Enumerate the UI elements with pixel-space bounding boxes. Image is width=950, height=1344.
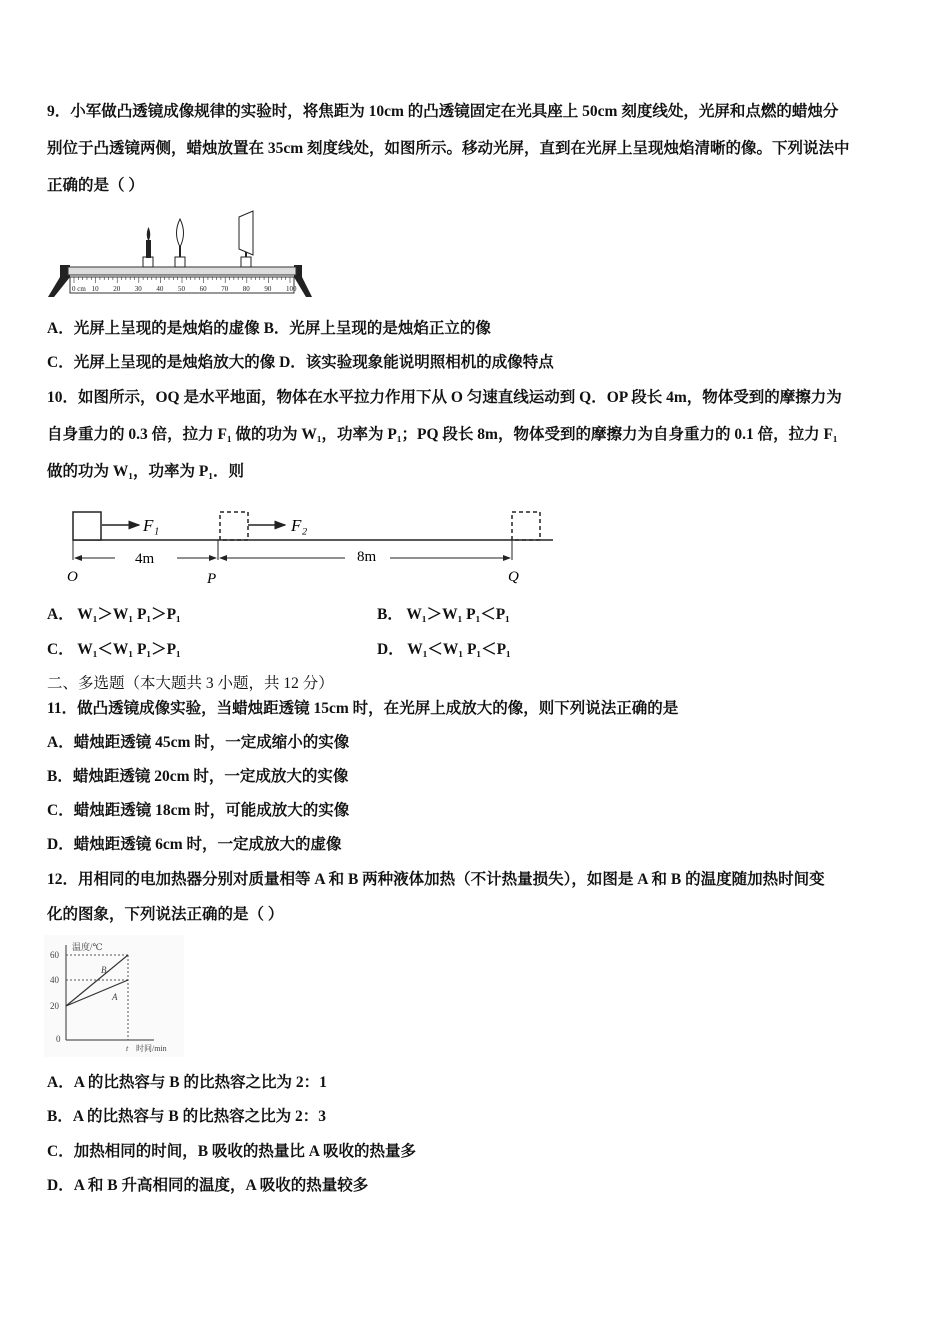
q11-option-c: C．蜡烛距透镜 18cm 时，可能成放大的实像 (47, 802, 350, 819)
section-heading: 二、多选题（本大题共 3 小题，共 12 分） (47, 675, 334, 692)
y-axis-label: 温度/℃ (72, 942, 103, 952)
q9-stem-line: 别位于凸透镜两侧，蜡烛放置在 35cm 刻度线处，如图所示。移动光屏，直到在光屏上呈现烛焰清晰的像。下列说法中 (47, 140, 850, 157)
x-tick: t (126, 1044, 129, 1053)
x-axis-label: 时间/min (136, 1044, 167, 1053)
ruler-label: 70 (221, 285, 229, 293)
q10-option-c: C． W₁＜W₁ P₁＞P₁ (47, 641, 181, 658)
series-b-label: B (101, 965, 107, 975)
q9-options-line: A．光屏上呈现的是烛焰的虚像 B．光屏上呈现的是烛焰正立的像 (47, 320, 491, 337)
point-o: O (67, 569, 78, 585)
y-tick: 20 (50, 1001, 59, 1011)
q11-stem: 11．做凸透镜成像实验，当蜡烛距透镜 15cm 时，在光屏上成放大的像，则下列说法正确的是 (47, 700, 679, 717)
ruler-label: 10 (91, 285, 99, 293)
q10-stem-line: 10．如图所示，OQ 是水平地面，物体在水平拉力作用下从 O 匀速直线运动到 Q．OP 段长 4m，物体受到的摩擦力为 (47, 389, 842, 406)
f1-label: F₁ (143, 516, 160, 535)
q10-stem-line: 做的功为 W₁，功率为 P₁．则 (47, 463, 245, 480)
q9-options-line: C．光屏上呈现的是烛焰放大的像 D．该实验现象能说明照相机的成像特点 (47, 354, 554, 371)
ruler-label: 80 (242, 285, 250, 293)
y-tick: 0 (56, 1034, 61, 1044)
y-tick: 40 (50, 975, 59, 985)
distance-pq: 8m (357, 549, 377, 565)
f2-label: F₂ (291, 516, 308, 535)
q12-stem-line: 化的图象，下列说法正确的是（ ） (47, 906, 284, 923)
q10-option-b: B． W₁＞W₁ P₁＜P₁ (377, 606, 510, 623)
ruler-label: 40 (156, 285, 164, 293)
q10-option-a: A． W₁＞W₁ P₁＞P₁ (47, 606, 181, 623)
motion-diagram (55, 505, 565, 590)
ruler-label: 20 (113, 285, 121, 293)
ruler-label: 60 (199, 285, 207, 293)
q11-option-d: D．蜡烛距透镜 6cm 时，一定成放大的虚像 (47, 836, 342, 853)
optical-bench-figure (44, 205, 314, 305)
ruler-label: 0 cm (72, 285, 86, 293)
q10-stem-line: 自身重力的 0.3 倍，拉力 F₁ 做的功为 W₁，功率为 P₁；PQ 段长 8m，物体受到的摩擦力为自身重力的 0.1 倍，拉力 F₁ (47, 426, 838, 443)
ruler-label: 90 (264, 285, 272, 293)
point-p: P (207, 571, 217, 587)
temperature-time-graph (44, 935, 184, 1057)
ruler-label: 50 (178, 285, 185, 293)
q11-option-a: A．蜡烛距透镜 45cm 时，一定成缩小的实像 (47, 734, 350, 751)
q12-option-c: C．加热相同的时间，B 吸收的热量比 A 吸收的热量多 (47, 1143, 416, 1160)
point-q: Q (508, 569, 519, 585)
q9-stem-line: 9．小军做凸透镜成像规律的实验时，将焦距为 10cm 的凸透镜固定在光具座上 50cm 刻度线处，光屏和点燃的蜡烛分 (47, 103, 839, 120)
y-tick: 60 (50, 950, 59, 960)
ruler-label: 30 (134, 285, 142, 293)
ruler-label: 100 (286, 285, 297, 293)
q12-option-d: D．A 和 B 升高相同的温度，A 吸收的热量较多 (47, 1177, 369, 1194)
q11-option-b: B．蜡烛距透镜 20cm 时，一定成放大的实像 (47, 768, 349, 785)
series-a-label: A (112, 992, 118, 1002)
q10-option-d: D． W₁＜W₁ P₁＜P₁ (377, 641, 511, 658)
q12-option-a: A．A 的比热容与 B 的比热容之比为 2：1 (47, 1074, 327, 1091)
q12-stem-line: 12．用相同的电加热器分别对质量相等 A 和 B 两种液体加热（不计热量损失），如图是 A 和 B 的温度随加热时间变 (47, 871, 825, 888)
distance-op: 4m (135, 551, 155, 567)
q12-option-b: B．A 的比热容与 B 的比热容之比为 2：3 (47, 1108, 327, 1125)
q9-stem-line: 正确的是（ ） (47, 177, 144, 194)
